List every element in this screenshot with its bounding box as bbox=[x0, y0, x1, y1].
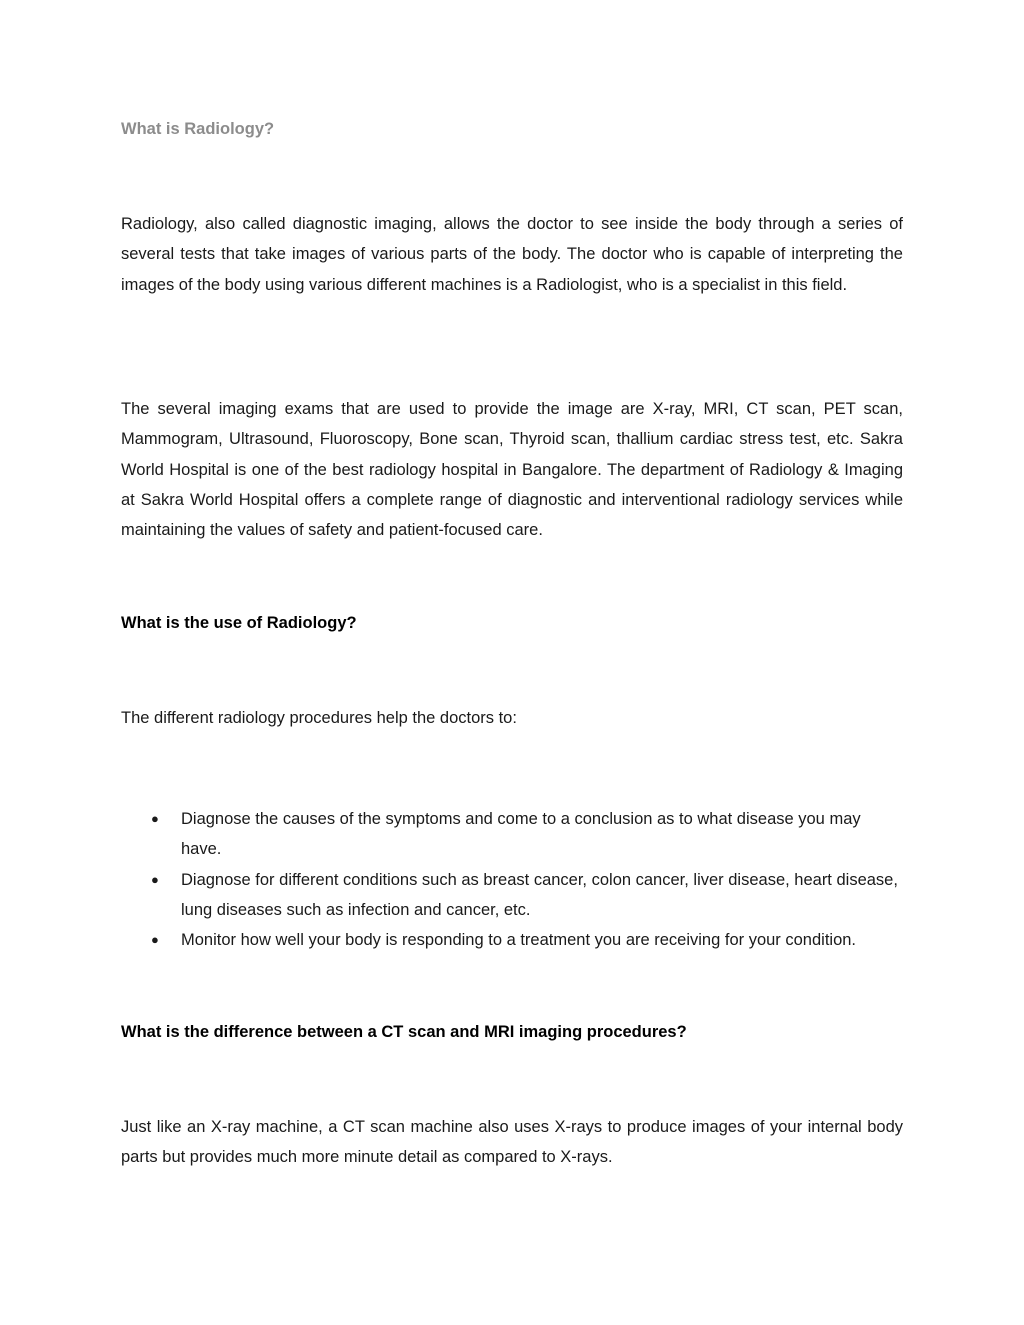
bullet-icon: ● bbox=[151, 811, 159, 826]
list-item-text: Diagnose the causes of the symptoms and come to a conclusion as to what disease you may have. bbox=[181, 810, 861, 859]
bullet-icon: ● bbox=[151, 932, 159, 948]
list-item bbox=[121, 925, 903, 955]
bullet-list bbox=[121, 804, 903, 955]
list-item-text: Monitor how well your body is responding to a treatment you are receiving for your condition. bbox=[181, 931, 857, 950]
paragraph-procedures-intro: The different radiology procedures help the doctors to: bbox=[121, 709, 517, 727]
list-item-text: Diagnose for different conditions such as breast cancer, colon cancer, liver disease, heart disease, lung diseases such as infection and cancer, etc. bbox=[181, 870, 898, 919]
bullet-icon: ● bbox=[151, 871, 159, 887]
heading-use-of-radiology: What is the use of Radiology? bbox=[121, 614, 357, 632]
paragraph-ct-scan-explanation: Just like an X-ray machine, a CT scan machine also uses X-rays to produce images of your internal body parts but provides much more minute detail as compared to X-rays. bbox=[121, 1118, 903, 1167]
list-item bbox=[121, 865, 903, 926]
heading-what-is-radiology: What is Radiology? bbox=[121, 120, 275, 138]
list-item bbox=[121, 804, 903, 865]
paragraph-radiology-definition: Radiology, also called diagnostic imaging, allows the doctor to see inside the body through a series of several tests that take images of various parts of the body. The doctor who is capable of interpreting the images of the body using various different machines is a Radiologist, who is a specialist in this field. bbox=[121, 215, 903, 294]
paragraph-imaging-exams: The several imaging exams that are used to provide the image are X-ray, MRI, CT scan, PET scan, Mammogram, Ultrasound, Fluoroscopy, Bone scan, Thyroid scan, thallium cardiac stress test, etc. Sakra World Hospital is one of the best radiology hospital in Bangalore. The department of Radiology & Imaging at Sakra World Hospital offers a complete range of diagnostic and interventional radiology services while maintaining the values of safety and patient-focused care. bbox=[121, 400, 903, 540]
heading-ct-vs-mri: What is the difference between a CT scan and MRI imaging procedures? bbox=[121, 1023, 687, 1041]
